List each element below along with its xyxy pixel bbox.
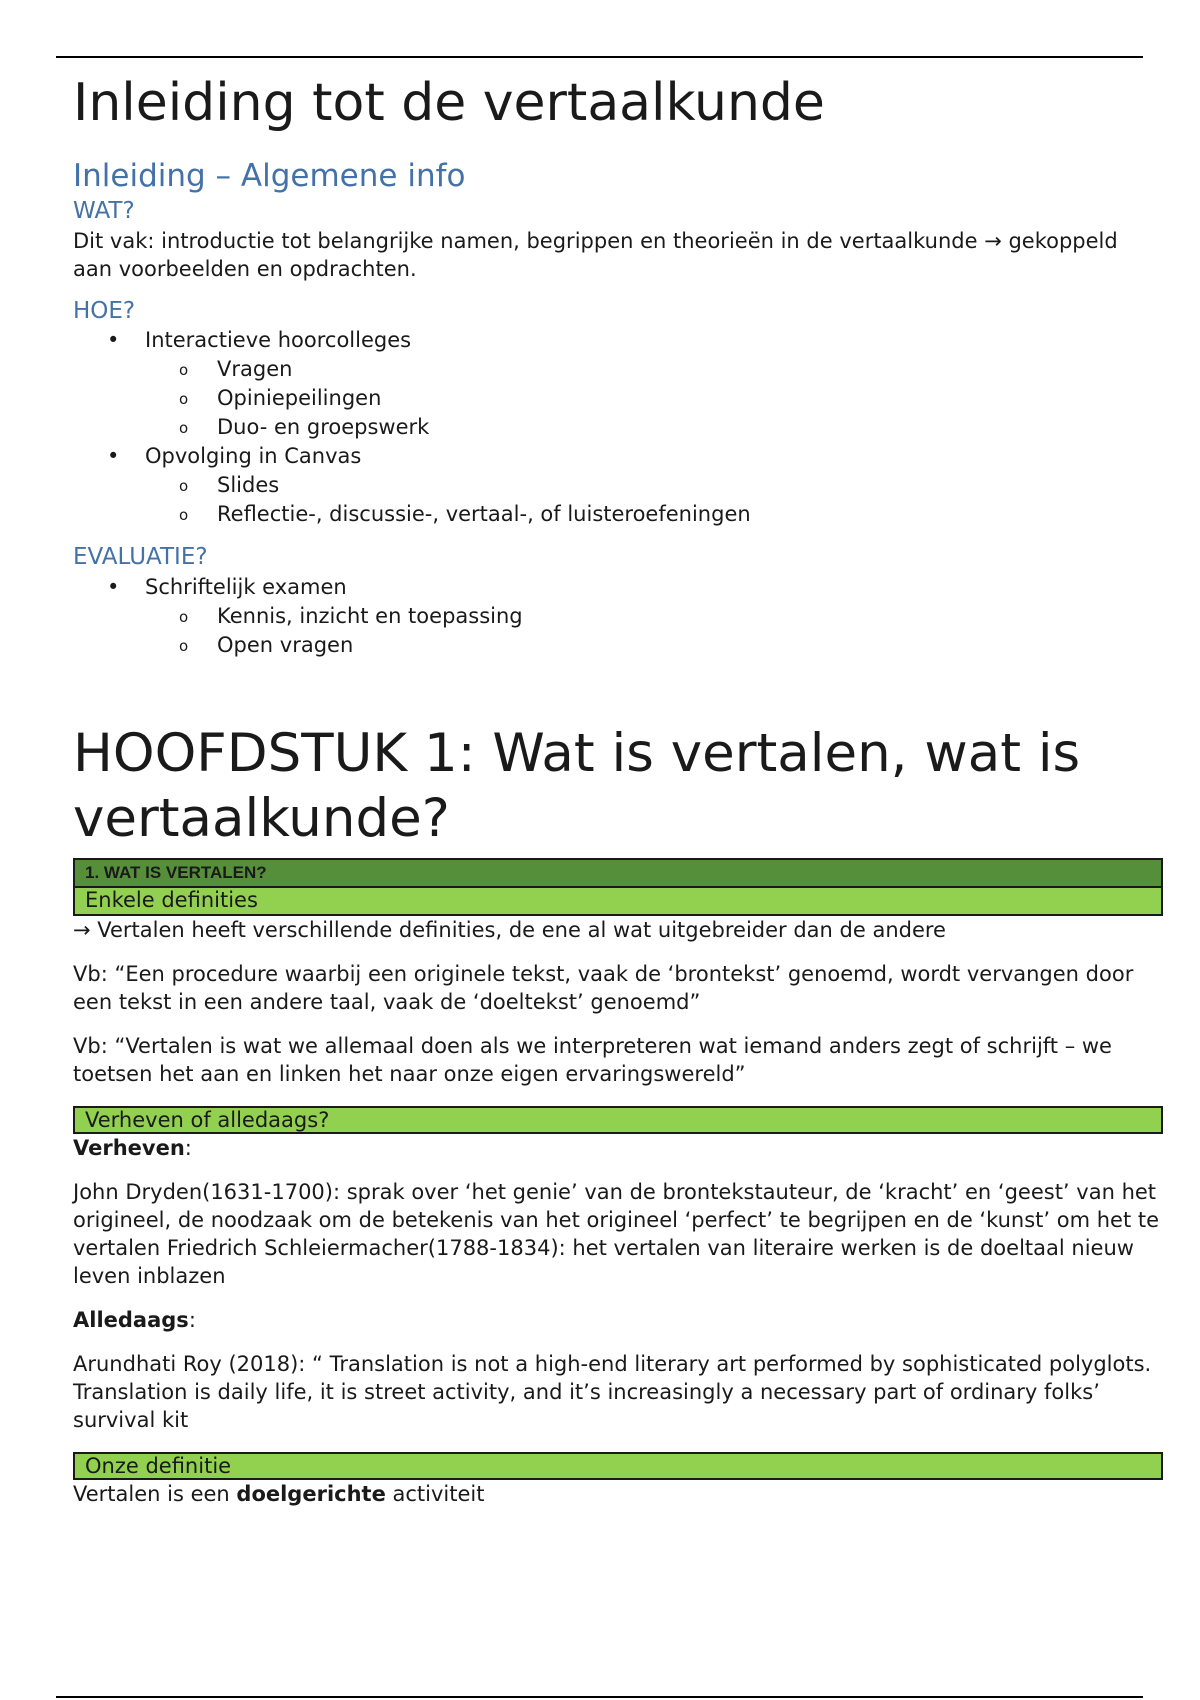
bottom-rule	[56, 1696, 1143, 1698]
circle-bullet-icon: o	[179, 608, 189, 627]
circle-bullet-icon: o	[179, 637, 189, 656]
top-rule	[56, 56, 1143, 58]
list-item: o Slides	[145, 471, 1163, 500]
list-item: • Schriftelijk examen o Kennis, inzicht en toepassing o Open vragen	[73, 573, 1163, 660]
list-item: • Opvolging in Canvas o Slides o Reflectie-, discussie-, vertaal-, of luisteroefeningen	[73, 442, 1163, 529]
list-item: o Vragen	[145, 355, 1163, 384]
wat-heading: WAT?	[73, 197, 135, 224]
section-bar: 1. WAT IS VERTALEN?	[73, 858, 1163, 888]
verheven-label: Verheven	[73, 1135, 185, 1160]
alledaags-label: Alledaags	[73, 1307, 189, 1332]
circle-bullet-icon: o	[179, 477, 189, 496]
alledaags-label-line: Alledaags:	[73, 1307, 196, 1332]
intro-heading: Inleiding – Algemene info	[73, 158, 466, 195]
document-title: Inleiding tot de vertaalkunde	[73, 73, 825, 133]
list-item: o Reflectie-, discussie-, vertaal-, of luisteroefeningen	[145, 500, 1163, 529]
list-item: o Duo- en groepswerk	[145, 413, 1163, 442]
definities-bar: Enkele definities	[73, 888, 1163, 916]
bullet-icon: •	[107, 444, 120, 469]
verheven-text: John Dryden(1631-1700): sprak over ‘het genie’ van de brontekstauteur, de ‘kracht’ en ‘geest’ van het origineel, de noodzaak om de betekenis van het origineel ‘perfect’ te begrijpen en de ‘kunst’ om het te vertalen Friedrich Schleiermacher(1788-1834): het vertalen van literaire werken is de doeltaal nieuw leven inblazen	[73, 1179, 1160, 1288]
definities-line: → Vertalen heeft verschillende definities, de ene al wat uitgebreider dan de andere	[73, 917, 946, 942]
definitie-text: Vertalen is een doelgerichte activiteit	[73, 1481, 485, 1506]
definitie-example-1: Vb: “Een procedure waarbij een originele tekst, vaak de ‘brontekst’ genoemd, wordt vervangen door een tekst in een andere taal, vaak de ‘doeltekst’ genoemd”	[73, 961, 1134, 1014]
list-item: o Opiniepeilingen	[145, 384, 1163, 413]
bullet-icon: •	[107, 328, 120, 353]
evaluatie-list	[73, 573, 1163, 660]
sub-list	[145, 602, 1163, 660]
circle-bullet-icon: o	[179, 506, 189, 525]
list-item: • Interactieve hoorcolleges o Vragen o Opiniepeilingen o Duo- en groepswerk	[73, 326, 1163, 442]
evaluatie-heading: EVALUATIE?	[73, 544, 208, 571]
verheven-label-line: Verheven:	[73, 1135, 192, 1160]
hoe-heading: HOE?	[73, 297, 136, 324]
alledaags-text: Arundhati Roy (2018): “ Translation is not a high-end literary art performed by sophisticated polyglots. Translation is daily life, it is street activity, and it’s increasingly a necessary part of ordinary folks’ survival kit	[73, 1351, 1152, 1432]
circle-bullet-icon: o	[179, 361, 189, 380]
circle-bullet-icon: o	[179, 419, 189, 438]
list-item: o Kennis, inzicht en toepassing	[145, 602, 1163, 631]
definitie-example-2: Vb: “Vertalen is wat we allemaal doen als we interpreteren wat iemand anders zegt of schrijft – we toetsen het aan en linken het naar onze eigen ervaringswereld”	[73, 1033, 1112, 1086]
verheven-bar: Verheven of alledaags?	[73, 1106, 1163, 1134]
circle-bullet-icon: o	[179, 390, 189, 409]
chapter-title: HOOFDSTUK 1: Wat is vertalen, wat is vertaalkunde?	[73, 723, 1081, 850]
sub-list	[145, 355, 1163, 442]
wat-text: Dit vak: introductie tot belangrijke namen, begrippen en theorieën in de vertaalkunde → gekoppeld aan voorbeelden en opdrachten.	[73, 228, 1118, 281]
definitie-bar: Onze definitie	[73, 1452, 1163, 1480]
sub-list	[145, 471, 1163, 529]
bullet-icon: •	[107, 575, 120, 600]
hoe-list	[73, 326, 1163, 529]
document-body	[73, 72, 1163, 1508]
list-item: o Open vragen	[145, 631, 1163, 660]
